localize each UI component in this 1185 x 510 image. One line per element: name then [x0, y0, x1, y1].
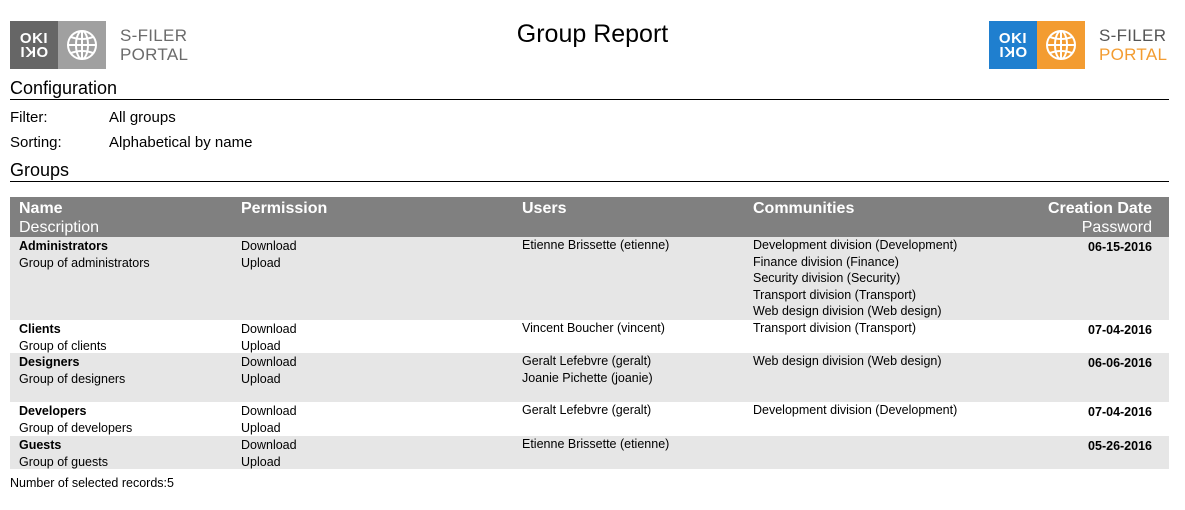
- table-row: [10, 353, 1169, 402]
- permission: Upload: [241, 454, 281, 469]
- group-description: Group of clients: [19, 338, 107, 353]
- creation-date: 06-15-2016: [1088, 240, 1152, 254]
- record-count: Number of selected records:5: [10, 476, 174, 490]
- table-row: [10, 237, 1169, 320]
- col-creation-date: Creation Date: [1047, 200, 1152, 217]
- col-password: Password: [1081, 219, 1152, 236]
- group-name: Administrators: [19, 239, 108, 253]
- oki-badge-top: OKI: [19, 30, 49, 47]
- community: Finance division (Finance): [753, 254, 899, 269]
- col-communities: Communities: [753, 200, 855, 217]
- col-permission: Permission: [241, 200, 328, 217]
- creation-date: 06-06-2016: [1088, 356, 1152, 370]
- group-name: Clients: [19, 322, 61, 336]
- configuration-heading: Configuration: [10, 78, 1169, 100]
- oki-badge-bottom: OKI: [19, 43, 49, 60]
- permission: Download: [241, 322, 297, 336]
- creation-date: 07-04-2016: [1088, 405, 1152, 419]
- col-users: Users: [522, 200, 567, 217]
- table-row: [10, 436, 1169, 469]
- group-name: Developers: [19, 404, 87, 418]
- page-title: Group Report: [516, 20, 669, 48]
- sorting-value: Alphabetical by name: [109, 134, 253, 151]
- table-row: [10, 402, 1169, 436]
- creation-date: 05-26-2016: [1088, 439, 1152, 453]
- table-header: [10, 197, 1169, 237]
- col-description: Description: [19, 219, 100, 236]
- permission: Upload: [241, 255, 281, 270]
- group-name: Designers: [19, 355, 80, 369]
- permission: Download: [241, 438, 297, 452]
- permission: Upload: [241, 420, 281, 435]
- group-description: Group of guests: [19, 454, 108, 469]
- filter-value: All groups: [109, 109, 176, 126]
- community: Web design division (Web design): [753, 354, 942, 368]
- group-name: Guests: [19, 438, 62, 452]
- groups-heading: Groups: [10, 160, 1169, 182]
- permission: Upload: [241, 371, 281, 386]
- community: Development division (Development): [753, 238, 958, 252]
- logo-text-line1: S-FILER: [120, 26, 188, 45]
- logo-right: [989, 21, 1167, 69]
- sorting-label: Sorting:: [10, 134, 62, 151]
- community: Security division (Security): [753, 271, 901, 285]
- col-name: Name: [19, 200, 63, 217]
- creation-date: 07-04-2016: [1088, 323, 1152, 337]
- globe-icon: [1037, 21, 1085, 69]
- user: Etienne Brissette (etienne): [522, 437, 670, 451]
- oki-badge-bottom: OKI: [998, 43, 1028, 60]
- community: Transport division (Transport): [753, 287, 917, 302]
- user: Etienne Brissette (etienne): [522, 238, 670, 252]
- filter-label: Filter:: [10, 109, 48, 126]
- permission: Download: [241, 404, 297, 418]
- logo-text-line2: PORTAL: [120, 45, 189, 64]
- community: Development division (Development): [753, 403, 958, 417]
- user: Geralt Lefebvre (geralt): [522, 403, 652, 417]
- logo-text-line1: S-FILER: [1099, 26, 1167, 45]
- permission: Download: [241, 239, 297, 253]
- group-description: Group of administrators: [19, 255, 150, 270]
- permission: Upload: [241, 338, 281, 353]
- user: Joanie Pichette (joanie): [522, 370, 653, 385]
- logo-text-line2: PORTAL: [1099, 45, 1168, 64]
- oki-badge-top: OKI: [998, 30, 1028, 47]
- community: Web design division (Web design): [753, 304, 942, 318]
- permission: Download: [241, 355, 297, 369]
- table-row: [10, 320, 1169, 353]
- oki-badge: [989, 21, 1037, 69]
- user: Geralt Lefebvre (geralt): [522, 354, 652, 368]
- group-description: Group of developers: [19, 420, 133, 435]
- community: Transport division (Transport): [753, 321, 917, 335]
- user: Vincent Boucher (vincent): [522, 321, 665, 335]
- group-description: Group of designers: [19, 371, 126, 386]
